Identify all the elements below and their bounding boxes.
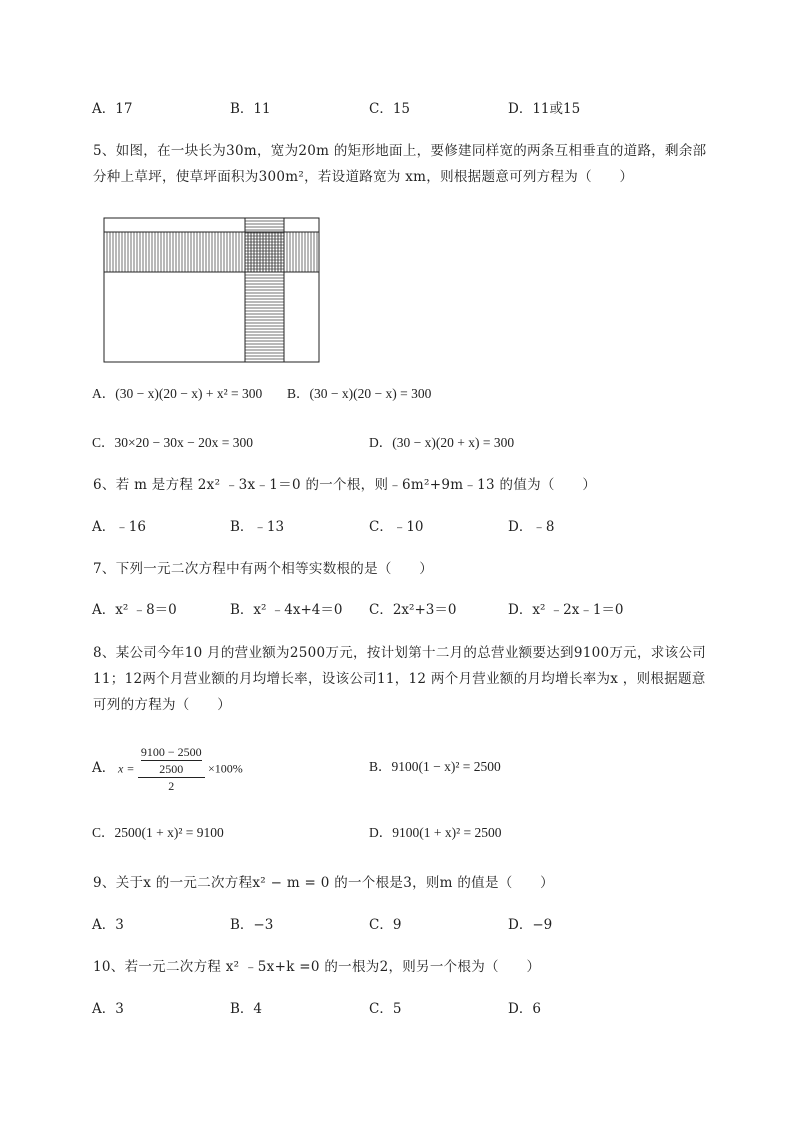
q5-stem-line2: 分种上草坪，使草坪面积为300m²，若设道路宽为 xm，则根据题意可列方程为（ ） bbox=[93, 169, 634, 185]
q5-options-row1 bbox=[0, 383, 794, 405]
q7-option-d[interactable]: D．x² ﹣2x﹣1＝0 bbox=[508, 602, 624, 618]
q6-option-a[interactable]: A．﹣16 bbox=[92, 519, 146, 535]
q8-frac-den: 2 bbox=[168, 779, 175, 793]
q8-frac-top: 9100 − 2500 bbox=[140, 745, 202, 759]
q8-options-row2 bbox=[0, 822, 794, 844]
q5-options-row2 bbox=[0, 432, 794, 454]
q6-option-b[interactable]: B．﹣13 bbox=[230, 519, 285, 535]
q5-figure bbox=[100, 214, 324, 366]
q8-stem-line3: 可列的方程为（ ） bbox=[93, 697, 231, 713]
q9-option-a[interactable]: A．3 bbox=[92, 917, 124, 933]
q9-stem: 9、关于x 的一元二次方程x² − m = 0 的一个根是3，则m 的值是（ ） bbox=[93, 875, 554, 891]
q5-option-a[interactable]: A．(30 − x)(20 − x) + x² = 300 bbox=[92, 386, 263, 401]
q7-stem: 7、下列一元二次方程中有两个相等实数根的是（ ） bbox=[93, 561, 434, 577]
q8-stem-line1: 8、某公司今年10 月的营业额为2500万元，按计划第十二月的总营业额要达到9100万元，求该公司 bbox=[93, 645, 706, 661]
q8-option-a-formula: x = 9100 − 2500 2500 2 ×100% bbox=[118, 745, 243, 793]
q10-stem: 10、若一元二次方程 x² ﹣5x+k =0 的一根为2，则另一个根为（ ） bbox=[93, 959, 541, 975]
q4-option-d[interactable]: D．11或15 bbox=[508, 101, 581, 117]
q9-option-d[interactable]: D．−9 bbox=[508, 917, 553, 933]
q8-options-row1 bbox=[0, 756, 794, 778]
road-intersection bbox=[245, 232, 284, 272]
q10-option-a[interactable]: A．3 bbox=[92, 1001, 124, 1017]
q6-option-c[interactable]: C．﹣10 bbox=[369, 519, 424, 535]
q5-option-d[interactable]: D．(30 − x)(20 + x) = 300 bbox=[369, 435, 515, 450]
q6-option-d[interactable]: D．﹣8 bbox=[508, 519, 555, 535]
q5-stem-line1: 5、如图，在一块长为30m，宽为20m 的矩形地面上，要修建同样宽的两条互相垂直的道路，剩余部 bbox=[93, 143, 707, 159]
q6-options bbox=[0, 516, 794, 538]
q8-stem-line2: 11；12两个月营业额的月均增长率，设该公司11，12 两个月营业额的月均增长率为x ，则根据题意 bbox=[93, 671, 706, 687]
q6-stem: 6、若 m 是方程 2x² ﹣3x﹣1＝0 的一个根，则﹣6m²+9m﹣13 的值为（ ） bbox=[93, 477, 597, 493]
q5-stem bbox=[93, 138, 753, 190]
q4-option-b[interactable]: B．11 bbox=[230, 101, 271, 117]
q9-option-b[interactable]: B．−3 bbox=[230, 917, 274, 933]
q8-option-c[interactable]: C．2500(1 + x)² = 9100 bbox=[92, 825, 224, 840]
horizontal-road bbox=[104, 232, 319, 272]
q5-option-b[interactable]: B．(30 − x)(20 − x) = 300 bbox=[287, 386, 432, 401]
q4-option-a[interactable]: A．17 bbox=[92, 101, 133, 117]
q7-option-a[interactable]: A．x² ﹣8＝0 bbox=[92, 602, 177, 618]
q8-option-b[interactable]: B．9100(1 − x)² = 2500 bbox=[369, 759, 501, 774]
q10-option-c[interactable]: C．5 bbox=[369, 1001, 402, 1017]
q7-option-c[interactable]: C．2x²+3＝0 bbox=[369, 602, 457, 618]
q8-stem bbox=[93, 640, 753, 718]
q4-options bbox=[0, 98, 794, 120]
q7-options bbox=[0, 599, 794, 621]
q7-option-b[interactable]: B．x² ﹣4x+4＝0 bbox=[230, 602, 343, 618]
q5-option-c[interactable]: C．30×20 − 30x − 20x = 300 bbox=[92, 435, 253, 450]
q9-option-c[interactable]: C．9 bbox=[369, 917, 402, 933]
q10-option-b[interactable]: B．4 bbox=[230, 1001, 263, 1017]
q8-frac-mid: 2500 bbox=[159, 762, 184, 776]
q10-options bbox=[0, 998, 794, 1020]
q9-options bbox=[0, 914, 794, 936]
q8-option-d[interactable]: D．9100(1 + x)² = 2500 bbox=[369, 825, 502, 840]
q10-option-d[interactable]: D．6 bbox=[508, 1001, 541, 1017]
q4-option-c[interactable]: C．15 bbox=[369, 101, 411, 117]
